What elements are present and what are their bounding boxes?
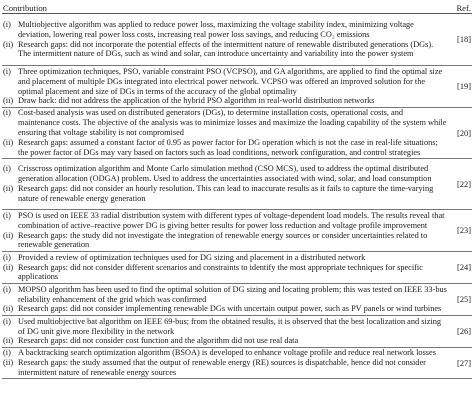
item-text: Three optimization techniques, PSO, variable constraint PSO (VCPSO), and GA algorithms, are applied to find the optimal size and placement of multiple DGs integrated into electrical power network. VCPSO was offered an improved solution for the optimal placement and size of DGs in terms of the accuracy of the global optimality bbox=[18, 66, 443, 96]
item-number: (i) bbox=[3, 252, 11, 262]
item-number: (ii) bbox=[3, 230, 14, 240]
item-text: Draw back: did not address the application of the hybrid PSO algorithm in real-world distribution networks bbox=[18, 96, 375, 106]
list-item bbox=[3, 304, 449, 314]
list-item bbox=[3, 20, 449, 40]
contribution-cell bbox=[2, 164, 449, 204]
item-text: Research gaps: the study assumed that the output of renewable energy (RE) sources is dispatchable, hence did not consider intermittent nature of renewable energy sources bbox=[18, 358, 426, 377]
item-number: (ii) bbox=[3, 184, 14, 193]
item-text: Research gaps: did not consider implementing renewable DGs with uncertain output power, such as PV panels or wind turbines bbox=[18, 304, 442, 314]
item-number: (ii) bbox=[3, 262, 14, 272]
item-number: (i) bbox=[3, 316, 11, 326]
list-item bbox=[3, 40, 449, 60]
list-item bbox=[3, 138, 449, 158]
contribution-cell bbox=[2, 284, 449, 315]
item-text: A backtracking search optimization algorithm (BSOA) is developed to enhance voltage profile and reduce real network losses bbox=[18, 348, 436, 358]
ref-cell: [23] bbox=[457, 226, 471, 235]
contribution-cell bbox=[2, 19, 449, 59]
list-item bbox=[3, 263, 449, 283]
item-text: Cost-based analysis was used on distributed generators (DGs), to determine installation costs, operational costs, and maintenance costs. The objective of the analysis was to minimize losses and maximize the loading capability of the system while ensuring that voltage stability is not compromised bbox=[18, 108, 447, 138]
list-item bbox=[3, 317, 449, 337]
item-number: (i) bbox=[3, 108, 11, 118]
table-row bbox=[2, 159, 472, 210]
list-item bbox=[3, 184, 449, 204]
table-row bbox=[2, 108, 472, 159]
item-number: (ii) bbox=[3, 96, 14, 106]
item-number: (ii) bbox=[3, 336, 14, 346]
ref-cell: [19] bbox=[457, 82, 471, 91]
item-number: (i) bbox=[3, 210, 11, 220]
ref-cell: [27] bbox=[457, 358, 471, 368]
list-item bbox=[3, 231, 449, 251]
ref-cell: [20] bbox=[457, 128, 471, 138]
item-text: Research gaps: the study did not investigate the integration of renewable energy sources or consider uncertainties related to renewable generation bbox=[18, 230, 428, 250]
ref-column-header: Ref. bbox=[456, 3, 471, 13]
contribution-column-header: Contribution bbox=[3, 3, 47, 13]
list-item bbox=[3, 108, 449, 138]
list-item bbox=[3, 285, 449, 305]
item-text: Research gaps: did not consider different scenarios and constraints to identify the most appropriate techniques for specific applications bbox=[18, 262, 423, 282]
item-number: (ii) bbox=[3, 137, 14, 147]
ref-cell: [26] bbox=[457, 327, 471, 336]
contribution-cell bbox=[2, 66, 449, 106]
ref-cell: [24] bbox=[457, 263, 471, 272]
item-text: Research gaps: assumed a constant factor of 0.95 as power factor for DG operation which is not the case in real-life situations; the power factor of DGs may vary based on factors such as load conditions, network configuration, and control strategies bbox=[18, 137, 438, 157]
item-number: (i) bbox=[3, 164, 11, 174]
item-number: (ii) bbox=[3, 39, 14, 49]
item-text: Research gaps: did not incorporate the potential effects of the intermittent nature of renewable distributed generations (DGs). The intermittent nature of DGs, such as wind and solar, can introduce uncertainty and variability into the power system bbox=[18, 39, 434, 59]
list-item bbox=[3, 348, 449, 358]
list-item bbox=[3, 336, 449, 346]
contribution-cell bbox=[2, 348, 449, 379]
list-item bbox=[3, 96, 449, 106]
ref-cell: [18] bbox=[457, 35, 471, 44]
list-item bbox=[3, 67, 449, 97]
table-row bbox=[2, 14, 472, 66]
list-item bbox=[3, 253, 449, 263]
table-row bbox=[2, 348, 472, 379]
table-row bbox=[2, 252, 472, 284]
list-item bbox=[3, 164, 449, 184]
item-number: (i) bbox=[3, 348, 11, 358]
contribution-cell bbox=[2, 108, 449, 158]
table-row bbox=[2, 210, 472, 252]
table-body bbox=[2, 14, 472, 379]
table-row bbox=[2, 316, 472, 348]
item-number: (ii) bbox=[3, 358, 14, 368]
ref-cell: [22] bbox=[457, 179, 471, 189]
contribution-cell bbox=[2, 252, 449, 283]
item-text: Multiobjective algorithm was applied to reduce power loss, maximizing the voltage stability index, minimizing voltage deviation, lowering real power loss costs, increasing real power loss savings, and reducing CO₂ emissions bbox=[18, 19, 414, 39]
item-number: (i) bbox=[3, 284, 11, 294]
table-header bbox=[2, 0, 472, 14]
item-number: (i) bbox=[3, 66, 11, 76]
item-text: Crisscross optimization algorithm and Monte Carlo simulation method (CSO MCS), used to address the optimal distributed generation allocation (ODGA) problem. Used to address the uncertainties associated with wind, solar, and load consumption bbox=[18, 164, 432, 184]
table-row bbox=[2, 284, 472, 316]
contribution-cell bbox=[2, 210, 449, 250]
list-item bbox=[3, 358, 449, 378]
item-text: Research gaps: did not consider an hourly resolution. This can lead to inaccurate results as it fails to capture the time-varying nature of renewable energy generation bbox=[18, 184, 434, 203]
list-item bbox=[3, 211, 449, 231]
contribution-cell bbox=[2, 316, 449, 347]
item-text: Used multiobjective bat algorithm on IEEE 69-bus; from the obtained results, it is observed that the best localization and sizing of DG unit give more flexibility in the network bbox=[18, 316, 442, 336]
item-text: Provided a review of optimization techniques used for DG sizing and placement in a distributed network bbox=[18, 252, 366, 262]
ref-cell: [25] bbox=[457, 295, 471, 304]
table-row bbox=[2, 66, 472, 108]
item-text: MOPSO algorithm has been used to find the optimal solution of DG sizing and locating problem; this was tested on IEEE 33-bus reliability enhancement of the grid which was confirmed bbox=[18, 284, 447, 304]
item-text: PSO is used on IEEE 33 radial distribution system with different types of voltage-dependent load models. The results reveal that combination of active–reactive power DG is giving better results for power loss reduction and voltage profile improvement bbox=[18, 210, 445, 230]
item-number: (ii) bbox=[3, 304, 14, 314]
item-number: (i) bbox=[3, 19, 11, 29]
item-text: Research gaps: did not consider cost function and the algorithm did not use real data bbox=[18, 336, 299, 346]
